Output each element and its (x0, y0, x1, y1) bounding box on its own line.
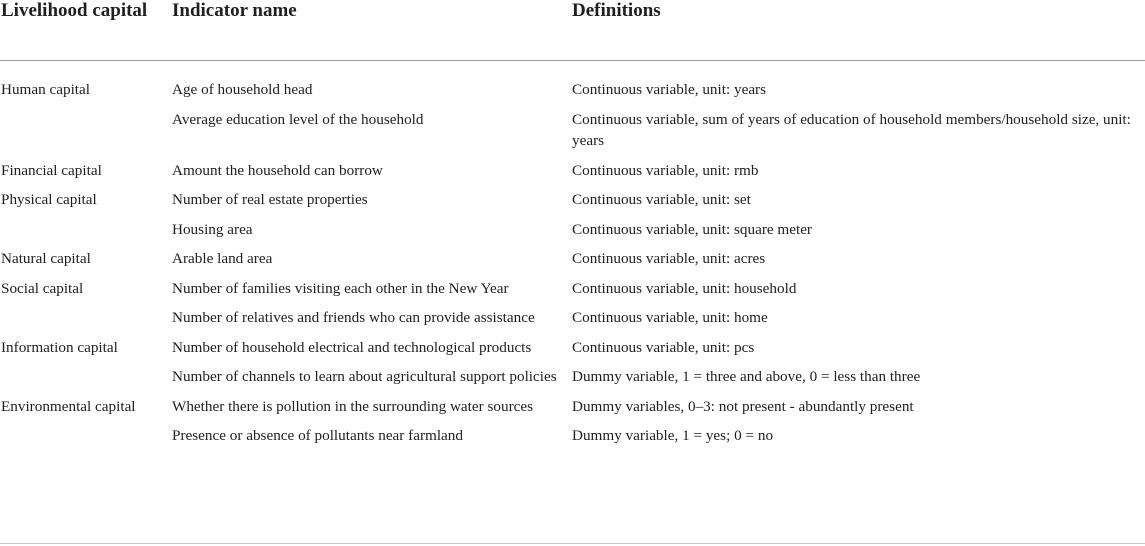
indicator-cell: Number of household electrical and technological products (172, 338, 532, 356)
indicator-cell: Number of real estate properties (172, 191, 368, 208)
table-header (0, 0, 1145, 61)
header-livelihood-capital: Livelihood capital (0, 0, 172, 61)
capital-cell (0, 421, 172, 451)
indicator-cell: Whether there is pollution in the surrounding water sources (172, 397, 534, 415)
table-row (0, 303, 1145, 333)
indicator-cell: Average education level of the household (172, 110, 424, 128)
capital-cell (0, 303, 172, 333)
definition-cell: Dummy variable, 1 = yes; 0 = no (572, 427, 774, 444)
definition-cell: Continuous variable, sum of years of education of household members/household size, unit: years (572, 110, 1131, 149)
indicator-cell: Number of relatives and friends who can provide assistance (172, 309, 535, 326)
definition-cell: Continuous variable, unit: square meter (572, 220, 812, 238)
definition-cell: Dummy variable, 1 = three and above, 0 = less than three (572, 368, 921, 385)
definition-cell: Continuous variable, unit: years (572, 81, 767, 98)
table-row (0, 105, 1145, 156)
table-row (0, 362, 1145, 392)
table-row (0, 421, 1145, 451)
definition-cell: Continuous variable, unit: rmb (572, 161, 759, 179)
indicator-cell: Number of families visiting each other in the New Year (172, 279, 509, 297)
indicator-cell: Number of channels to learn about agricultural support policies (172, 368, 557, 385)
capital-cell (0, 362, 172, 392)
capital-cell: Environmental capital (1, 397, 136, 415)
capital-cell: Natural capital (1, 250, 91, 267)
table-row (0, 244, 1145, 274)
indicator-cell: Arable land area (172, 250, 273, 267)
capital-cell: Physical capital (1, 191, 97, 208)
indicator-cell: Age of household head (172, 81, 313, 98)
table-body (0, 61, 1145, 451)
capital-cell: Social capital (1, 279, 84, 297)
table-bottom-rule (0, 543, 1145, 544)
table-row (0, 274, 1145, 304)
definition-cell: Dummy variables, 0–3: not present - abundantly present (572, 397, 914, 415)
capital-cell (0, 215, 172, 245)
definition-cell: Continuous variable, unit: home (572, 309, 768, 326)
capital-cell: Human capital (1, 81, 90, 98)
table-row (0, 215, 1145, 245)
header-definitions: Definitions (572, 0, 1145, 61)
table-row (0, 156, 1145, 186)
table-row (0, 392, 1145, 422)
capital-cell: Information capital (1, 338, 118, 356)
definition-cell: Continuous variable, unit: pcs (572, 338, 755, 356)
definition-cell: Continuous variable, unit: set (572, 191, 751, 208)
capital-cell: Financial capital (1, 161, 102, 179)
table-row (0, 185, 1145, 215)
capital-cell (0, 105, 172, 156)
definition-cell: Continuous variable, unit: acres (572, 250, 766, 267)
definition-cell: Continuous variable, unit: household (572, 279, 797, 297)
header-indicator-name: Indicator name (172, 0, 572, 61)
header-row (0, 0, 1145, 61)
table-row (0, 61, 1145, 105)
indicator-cell: Housing area (172, 220, 253, 238)
indicator-cell: Amount the household can borrow (172, 161, 383, 179)
indicator-cell: Presence or absence of pollutants near farmland (172, 427, 463, 444)
table-row (0, 333, 1145, 363)
